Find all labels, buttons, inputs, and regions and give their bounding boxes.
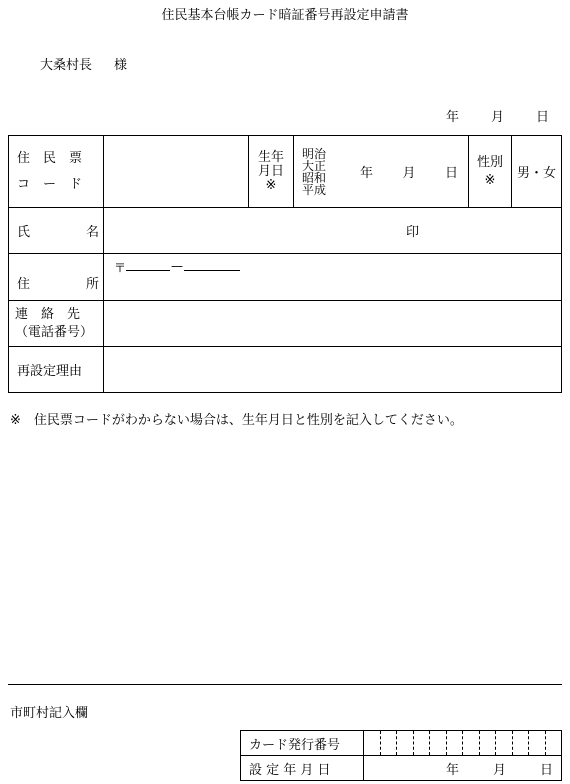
document-title: 住民基本台帳カード暗証番号再設定申請書 <box>161 8 409 23</box>
setting-date-field[interactable] <box>364 756 562 781</box>
address-field[interactable] <box>104 254 562 301</box>
sex-label: 性別 ※ <box>469 136 512 208</box>
office-section-label: 市町村記入欄 <box>10 706 89 721</box>
row-contact <box>9 301 562 347</box>
birth-day-label: 日 <box>444 166 458 181</box>
birth-date-label: 生年 月日 ※ <box>249 136 294 208</box>
row-address <box>9 254 562 301</box>
birth-date-field[interactable] <box>294 136 469 208</box>
date-day: 日 <box>536 110 550 125</box>
juminhyo-code-label: 住 民 票 コ ー ド <box>9 136 104 208</box>
date-year: 年 <box>446 110 460 125</box>
row-reason <box>9 347 562 393</box>
sex-options[interactable]: 男・女 <box>512 136 562 208</box>
reason-label: 再設定理由 <box>9 347 104 393</box>
setting-month-label: 月 <box>492 762 506 778</box>
contact-label: 連 絡 先 （電話番号） <box>9 301 104 347</box>
section-divider <box>8 684 562 685</box>
setting-date-label: 設 定 年 月 日 <box>241 756 364 781</box>
row-setting-date <box>241 756 562 781</box>
addressee <box>40 54 127 73</box>
address-label: 住 所 <box>9 254 104 301</box>
card-number-field[interactable] <box>364 731 562 756</box>
birth-year-label: 年 <box>360 166 374 181</box>
postal-separator: — <box>171 258 184 273</box>
card-number-label: カード発行番号 <box>241 731 364 756</box>
date-month: 月 <box>491 110 505 125</box>
footnote: ※ 住民票コードがわからない場合は、生年月日と性別を記入してください。 <box>10 413 463 428</box>
reason-field[interactable] <box>104 347 562 393</box>
postal-code-field[interactable] <box>104 259 561 276</box>
seal-mark: 印 <box>406 225 420 240</box>
postal-mark: 〒 <box>114 260 127 275</box>
row-card-number <box>241 731 562 756</box>
application-form-table <box>8 135 562 393</box>
era-list: 明治 大正 昭和 平成 <box>302 146 327 197</box>
setting-year-label: 年 <box>445 762 459 778</box>
name-label: 氏 名 <box>9 208 104 254</box>
birth-month-label: 月 <box>402 166 416 181</box>
setting-day-label: 日 <box>539 762 553 778</box>
contact-field[interactable] <box>104 301 562 347</box>
addressee-name: 大桑村長 <box>40 58 93 73</box>
office-use-table <box>240 730 562 781</box>
name-field[interactable] <box>104 208 562 254</box>
juminhyo-code-field[interactable] <box>104 136 249 208</box>
row-juminhyo-code <box>9 136 562 208</box>
addressee-honorific: 様 <box>114 58 128 73</box>
row-name <box>9 208 562 254</box>
